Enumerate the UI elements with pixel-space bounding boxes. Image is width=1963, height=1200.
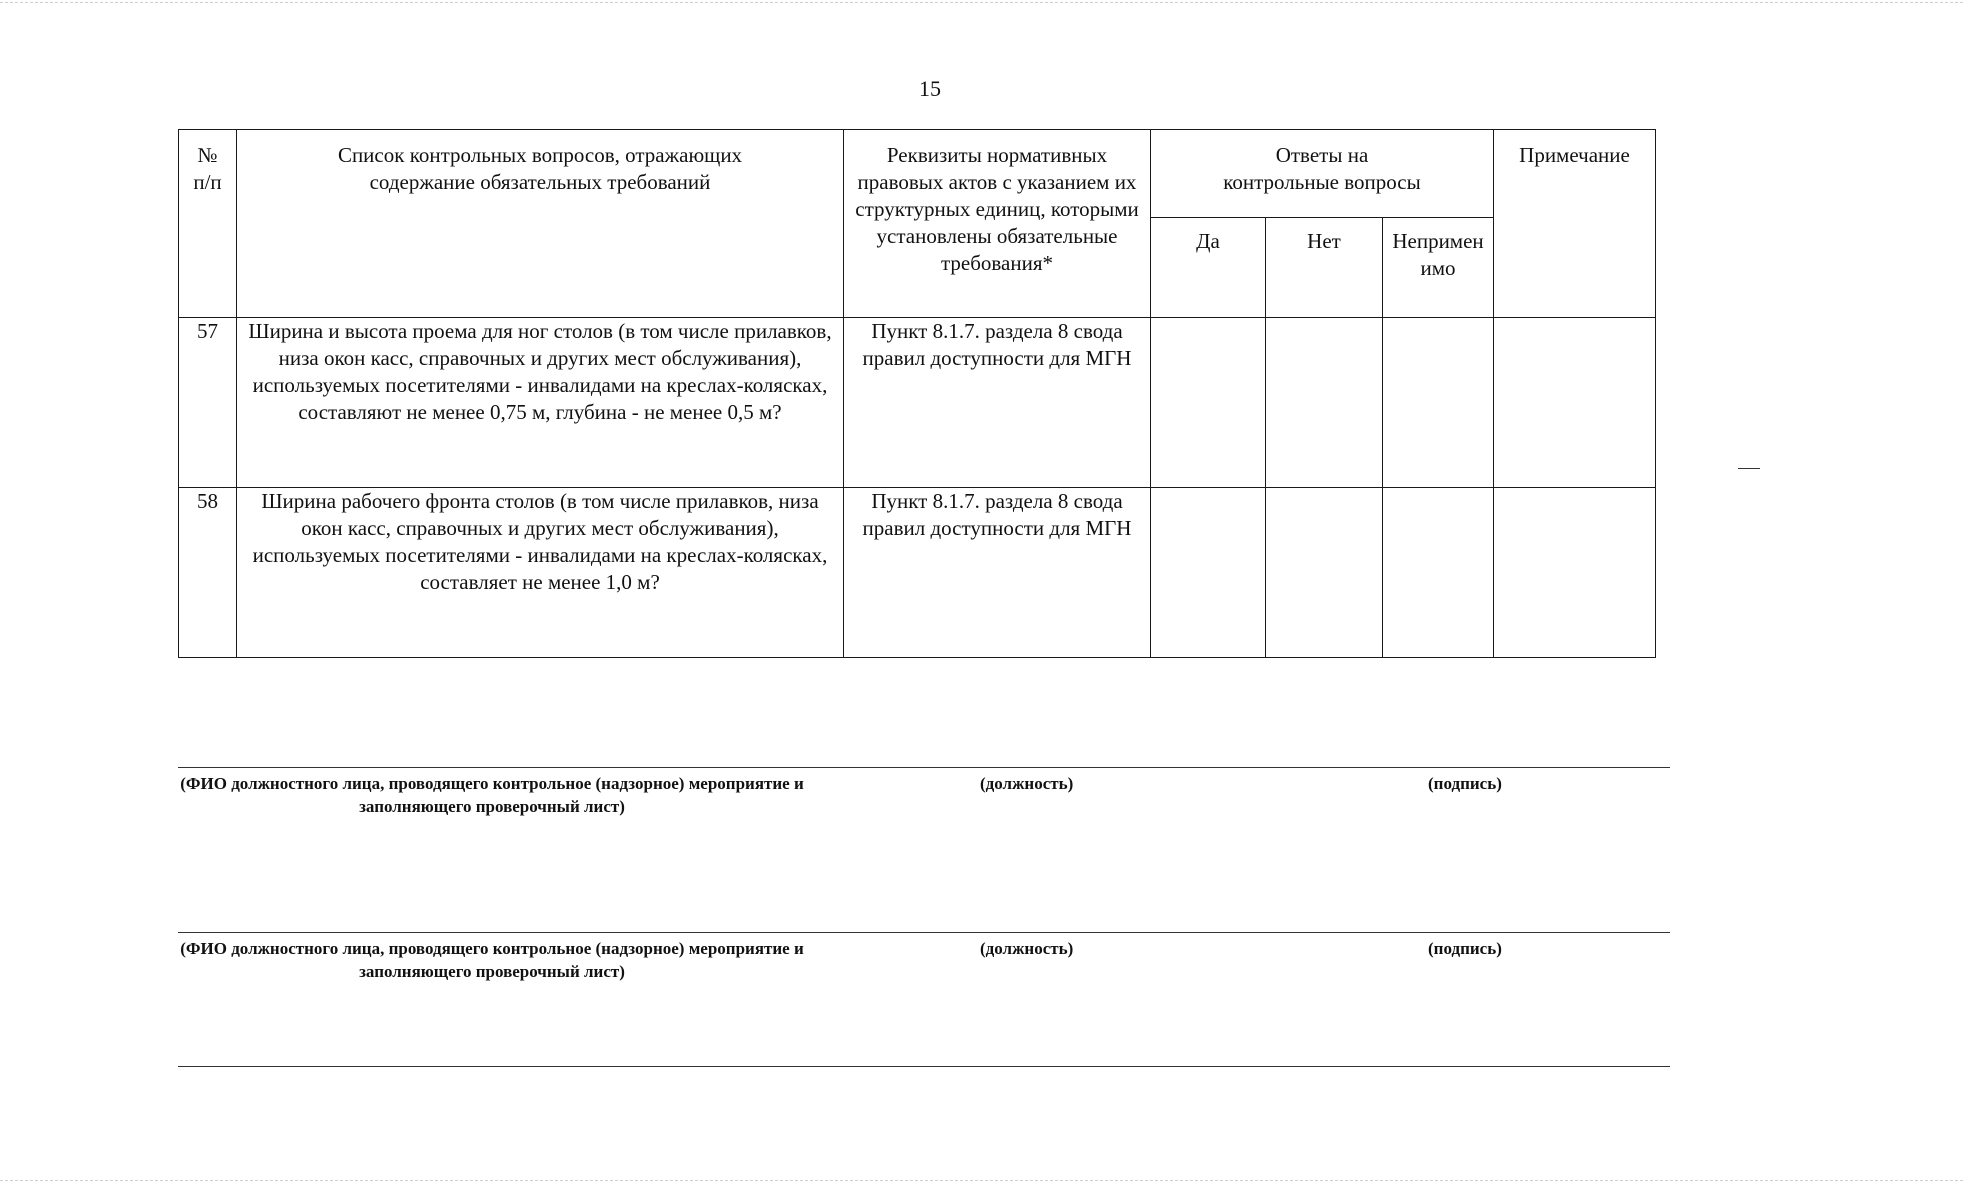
header-yes: Да: [1151, 218, 1266, 318]
answer-na-cell[interactable]: [1383, 318, 1494, 488]
header-questions: Список контрольных вопросов, отражающих содержание обязательных требований: [237, 130, 844, 318]
answer-yes-cell[interactable]: [1151, 318, 1266, 488]
row-num: 57: [179, 318, 237, 488]
table-row: [179, 488, 1656, 658]
signature-line-1[interactable]: [178, 767, 1670, 768]
checklist-table: [178, 129, 1656, 658]
header-na: Неприменимо: [1383, 218, 1494, 318]
position-caption-1: (должность): [980, 774, 1074, 793]
row-num: 58: [179, 488, 237, 658]
header-requisites: Реквизиты нормативных правовых актов с указанием их структурных единиц, которыми установлены обязательные требования*: [844, 130, 1151, 318]
row-requisite: Пункт 8.1.7. раздела 8 свода правил доступности для МГН: [844, 318, 1151, 488]
signature-caption-2: (подпись): [1428, 939, 1502, 958]
margin-dash: [1738, 468, 1760, 469]
answer-no-cell[interactable]: [1266, 318, 1383, 488]
answer-yes-cell[interactable]: [1151, 488, 1266, 658]
signature-line-2[interactable]: [178, 932, 1670, 933]
header-note: Примечание: [1494, 130, 1656, 318]
fio-caption-1: (ФИО должностного лица, проводящего контрольное (надзорное) мероприятие и заполняющего проверочный лист): [180, 774, 804, 816]
row-question: Ширина рабочего фронта столов (в том числе прилавков, низа окон касс, справочных и других мест обслуживания), используемых посетителями - инвалидами на креслах-колясках, составляет не менее 1,0 м?: [237, 488, 844, 658]
answer-na-cell[interactable]: [1383, 488, 1494, 658]
scan-edge-bottom: [0, 1180, 1963, 1181]
answer-no-cell[interactable]: [1266, 488, 1383, 658]
table-row: [179, 318, 1656, 488]
bottom-rule: [178, 1066, 1670, 1067]
row-question: Ширина и высота проема для ног столов (в том числе прилавков, низа окон касс, справочных и других мест обслуживания), используемых посетителями - инвалидами на креслах-колясках, составляют не менее 0,75 м, глубина - не менее 0,5 м?: [237, 318, 844, 488]
position-caption-2: (должность): [980, 939, 1074, 958]
scan-edge-top: [0, 2, 1963, 3]
signature-caption-1: (подпись): [1428, 774, 1502, 793]
table-header-row: [179, 130, 1656, 218]
row-requisite: Пункт 8.1.7. раздела 8 свода правил доступности для МГН: [844, 488, 1151, 658]
header-no: Нет: [1266, 218, 1383, 318]
header-answers: Ответы на контрольные вопросы: [1151, 130, 1494, 218]
page-number: 15: [919, 76, 941, 101]
header-num: № п/п: [179, 130, 237, 318]
note-cell[interactable]: [1494, 318, 1656, 488]
fio-caption-2: (ФИО должностного лица, проводящего контрольное (надзорное) мероприятие и заполняющего проверочный лист): [180, 939, 804, 981]
note-cell[interactable]: [1494, 488, 1656, 658]
